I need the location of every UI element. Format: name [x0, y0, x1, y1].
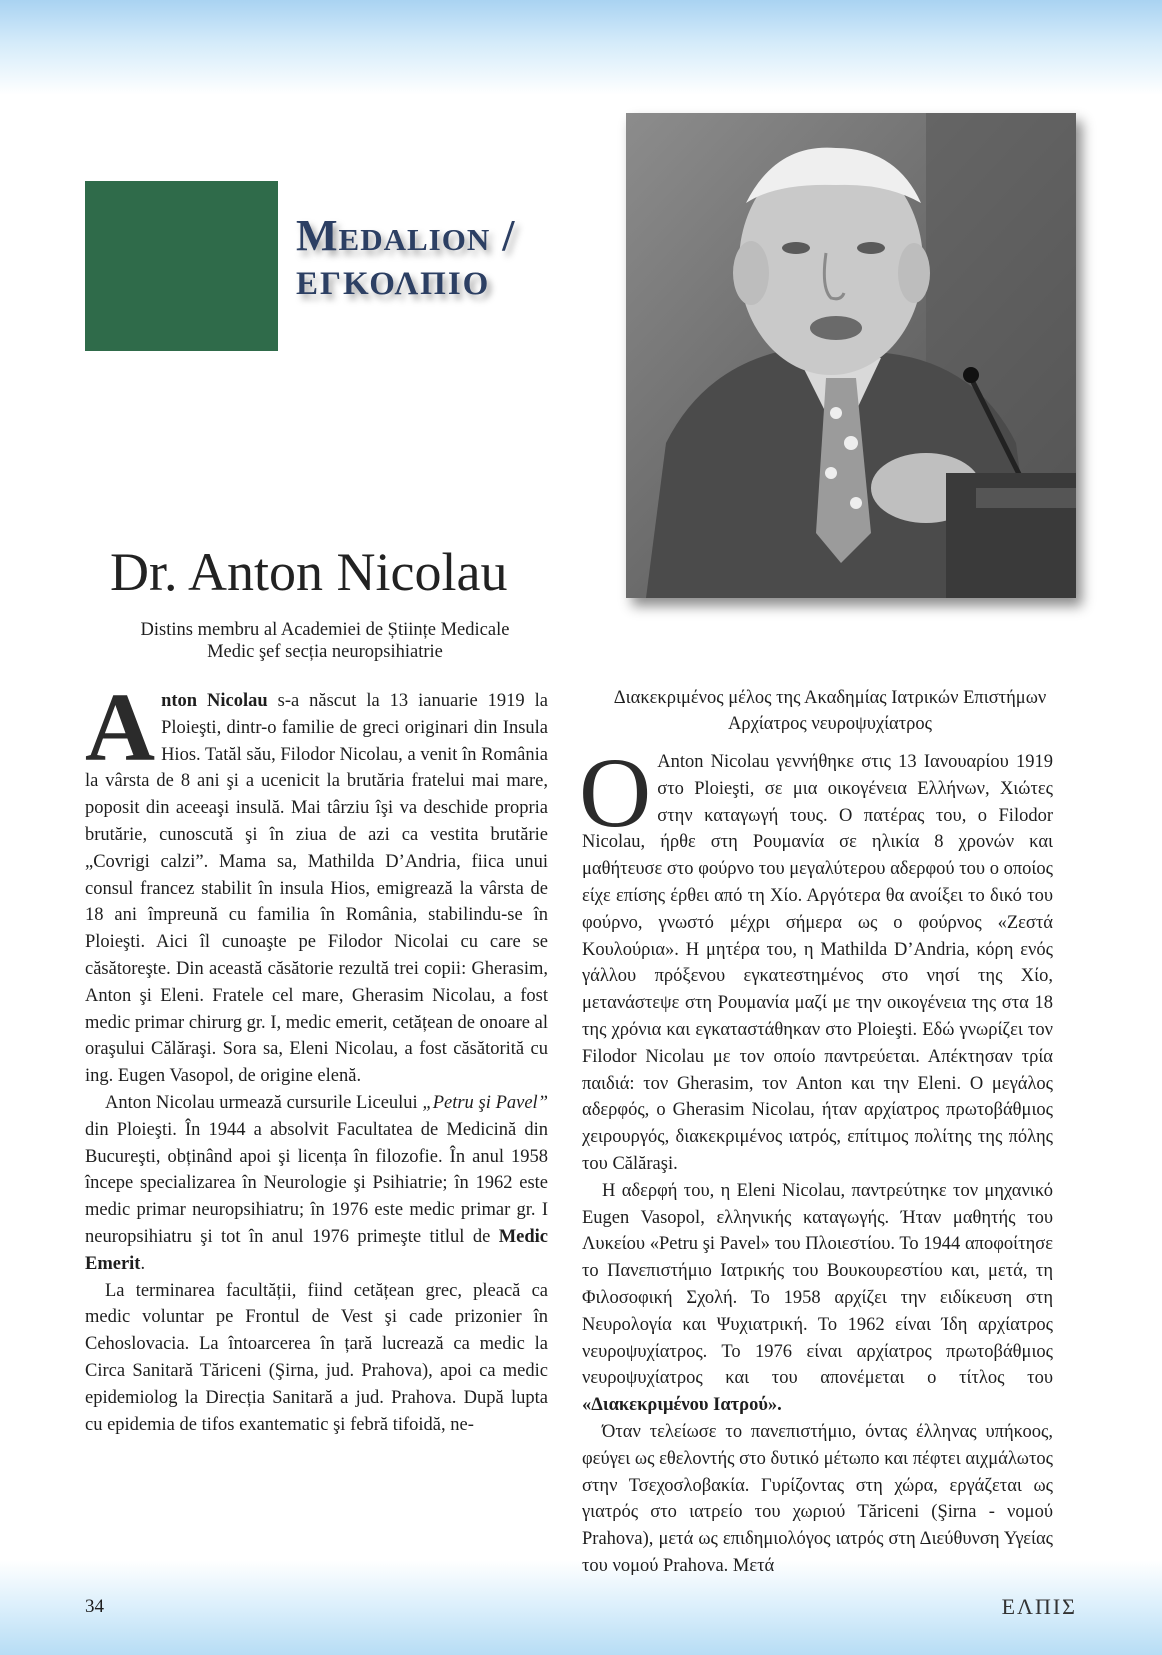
ro-name-bold: nton Nicolau [161, 691, 268, 711]
portrait-photo [626, 113, 1076, 598]
decorative-green-block [85, 181, 278, 351]
el-p1-text: Anton Nicolau γεννήθηκε στις 13 Ιανουαρίου 1919 στο Ploieşti, σε μια οικογένεια Ελλήνων, Χιώτες στην καταγωγή τους. Ο πατέρας του, ο Filodor Nicolau, ήρθε στη Ρουμανία σε ηλικία 8 χρονών και μαθήτευσε στο φούρνο του μεγαλύτερου αδερφού του ο οποίος είχε επίσης έρθει από τη Χίο. Αργότερα θα ανοίξει το δικό του φούρνο, γνωστό μέχρι σήμερα ως ο φούρνος «Ζεστά Κουλούρια». Η μητέρα του, η Mathilda D’Andria, κόρη ενός γάλλου πρόξενου εγκατεστημένος στο νησί της Χίο, μετανάστεψε στη Ρουμανία μαζί με την οικογένεια της στα 18 της χρόνια και εγκαταστάθηκαν στο Ploieşti. Εδώ γνωρίζει τον Filodor Nicolau με τον οποίο παντρεύεται. Απέκτησαν τρία παιδιά: τον Gherasim, τον Anton και την Eleni. Ο μεγάλος αδερφός, ο Gherasim Nicolau, ήταν αρχίατρος πρωτοβάθμιος χειρουργός, διακεκριμένος ιατρός, επίτιμος πολίτης της πόλης του Călăraşi. [582, 752, 1053, 1174]
section-title [296, 211, 596, 302]
person-name: Dr. Anton Nicolau [110, 542, 508, 602]
ro-paragraph-3: La terminarea facultății, fiind cetățean grec, pleacă ca medic voluntar pe Frontul de Vest şi cade prizonier în Cehoslovacia. La întoarcerea în țară lucrează ca medic la Circa Sanitară Tăriceni (Şirna, jud. Prahova), apoi ca medic epidemiolog la Direcția Sanitară a jud. Prahova. După lupta cu epidemia de tifos exantematic şi febră tifoidă, ne- [85, 1280, 548, 1435]
ro-p2-text-b: din Ploieşti. În 1944 a absolvit Facultatea de Medicină din Bucureşti, obținând apoi şi licența în filozofie. În anul 1958 începe specializarea în Neurologie şi Psihiatrie; în 1962 este medic primar neuropsihiatru; în 1976 este medic primar gr. I neuropsihiatru şi tot în anul 1976 primeşte titlul de [85, 1119, 548, 1247]
portrait-illustration [626, 113, 1076, 598]
ro-paragraph-2 [85, 1090, 548, 1278]
page-number: 34 [85, 1596, 104, 1617]
ro-p2-end: . [140, 1253, 146, 1274]
ro-paragraph-1 [85, 674, 548, 1090]
el-dropcap: O [579, 737, 652, 848]
subtitle-ro [85, 619, 565, 663]
el-paragraph-1 [579, 737, 1053, 1178]
el-p2-text: Η αδερφή του, η Eleni Nicolau, παντρεύτηκε τον μηχανικό Eugen Vasopol, ελληνικής καταγωγής. Ήταν μαθητής του Λυκείου «Petru şi Pavel» του Πλοιεστίου. Το 1944 αποφοίτησε το Πανεπιστήμιο Ιατρικής του Βουκουρεστίου και, μετά, τη Φιλοσοφική Σχολή. Το 1958 αρχίζει την ειδίκευση στη Νευρολογία και Ψυχιατρική. Το 1962 είναι Ίδη αρχίατρος νευροψυχίατρος. Το 1976 είναι αρχίατρος πρωτοβάθμιος νευροψυχίατρος και του απονέμεται ο τίτλος του [582, 1180, 1053, 1389]
magazine-name: ΕΛΠΙΣ [1001, 1594, 1077, 1619]
subtitle-ro-line-2: Medic şef secția neuropsihiatrie [207, 642, 443, 662]
ro-school-name: „Petru şi Pavel” [422, 1092, 548, 1113]
el-paragraph-3: Όταν τελείωσε το πανεπιστήμιο, όντας έλληνας υπήκοος, φεύγει ως εθελοντής στο δυτικό μέτωπο και πέφτει αιχμάλωτος στην Τσεχοσλοβακία. Γυρίζοντας στη χώρα, εργάζεται ως γιατρός στο ιατρείο του χωριού Tăriceni (Şirna - νομού Prahova), μετά ως επιδημιολόγος ιατρός στη Διεύθυνση Υγείας του νομού Prahova. Μετά [582, 1421, 1053, 1576]
section-title-ro: Medalion / [296, 211, 516, 260]
subtitle-ro-line-1: Distins membru al Academiei de Științe Medicale [140, 620, 510, 640]
ro-dropcap: A [85, 674, 156, 781]
ro-p2-text-a: Anton Nicolau urmează cursurile Liceului [105, 1092, 423, 1113]
romanian-article-column [85, 674, 548, 1438]
subtitle-el-line-2: Αρχίατρος νευροψυχίατρος [728, 714, 932, 734]
el-title-bold: «Διακεκριμένου Ιατρού». [582, 1395, 782, 1416]
ro-title-bold: Medic Emerit [85, 1226, 548, 1274]
subtitle-el-line-1: Διακεκριμένος μέλος της Ακαδημίας Ιατρικών Επιστήμων [613, 688, 1047, 708]
ro-p1-text: s-a născut la 13 ianuarie 1919 la Ploieşti, dintr-o familie de greci originari din Insula Hios. Tatăl său, Filodor Nicolau, a venit în România la vârsta de 8 ani şi a ucenicit la brutăria fratelui mai mare, poposit din aceeaşi insulă. Mai târziu îşi va deschide propria brutărie, cunoscută şi în ziua de azi ca vestita brutărie „Covrigi calzi”. Mama sa, Mathilda D’Andria, fiica unui consul francez stabilit în insula Hios, emigrează la vârsta de 18 ani împreună cu familia în România, stabilindu-se în Ploieşti. Aici îl cunoaşte pe Filodor Nicolai cu care se căsătoreşte. Din această căsătorie rezultă trei copii: Gherasim, Anton şi Eleni. Fratele cel mare, Gherasim Nicolau, a fost medic primar chirurg gr. I, medic emerit, cetățean de onoare al oraşului Călăraşi. Sora sa, Eleni Nicolau, a fost căsătorită cu ing. Eugen Vasopol, de origine elenă. [85, 691, 548, 1087]
section-title-el: ΕΓΚΟΛΠΙΟ [296, 266, 491, 302]
el-paragraph-2 [582, 1178, 1053, 1419]
subtitle-el [585, 685, 1075, 737]
greek-article-column [579, 737, 1053, 1580]
